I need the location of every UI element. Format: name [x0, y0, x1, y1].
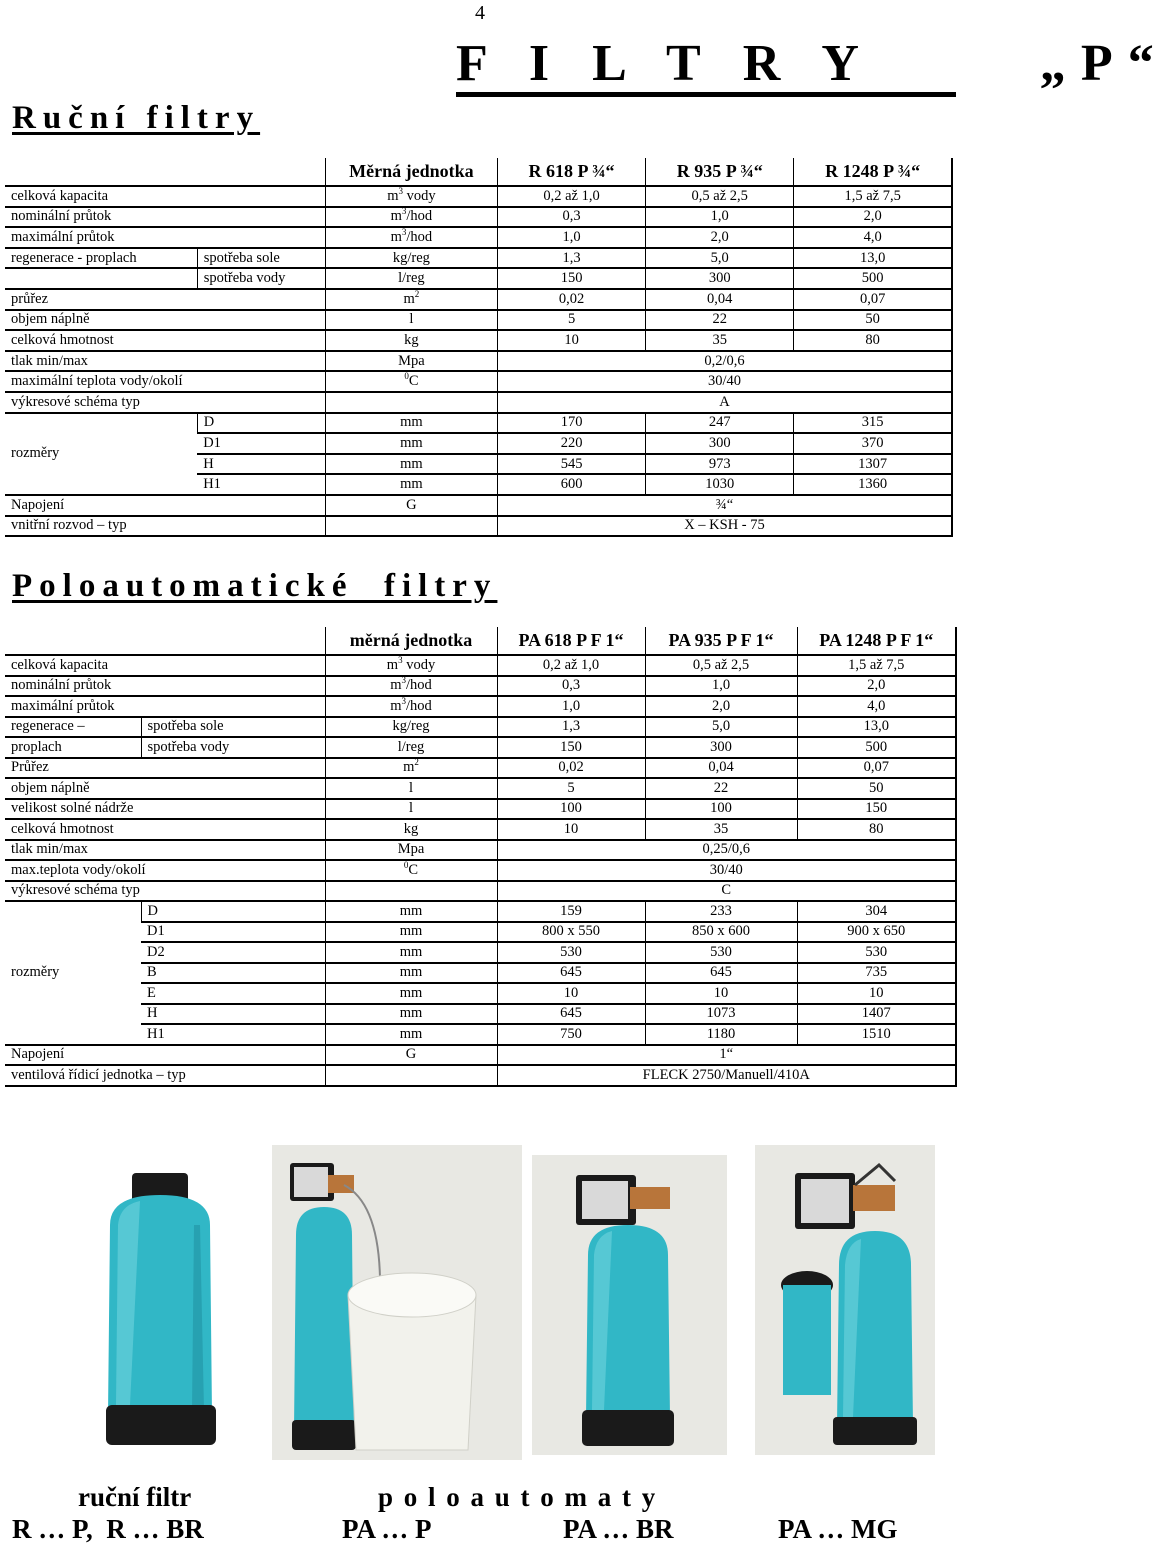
parameter-label: proplach — [5, 737, 141, 758]
unit-text: l — [408, 779, 414, 796]
unit-suffix: vody — [402, 656, 436, 673]
dimension-symbol: D — [141, 901, 325, 922]
value-cell: 22 — [645, 778, 797, 799]
table-row — [5, 676, 956, 697]
parameter-label: objem náplně — [5, 310, 325, 331]
unit-cell — [325, 289, 497, 310]
dimension-symbol: B — [141, 963, 325, 984]
unit-text: C — [408, 861, 419, 878]
table-row — [5, 330, 952, 351]
unit-cell — [325, 1065, 497, 1086]
section-title-manual-filters: Ruční filtry — [12, 100, 261, 136]
unit-superscript: 0 — [404, 371, 409, 382]
table-row — [5, 758, 956, 779]
parameter-label: celková hmotnost — [5, 819, 325, 840]
value-cell-shared: FLECK 2750/Manuell/410A — [497, 1065, 956, 1086]
value-cell: 900 x 650 — [797, 922, 956, 943]
table-row — [5, 983, 956, 1004]
table-row — [5, 248, 952, 269]
value-cell: 10 — [797, 983, 956, 1004]
unit-cell: mm — [325, 413, 497, 434]
value-cell: 1,0 — [497, 227, 645, 248]
value-cell: 1073 — [645, 1004, 797, 1025]
value-cell: 530 — [645, 942, 797, 963]
unit-superscript: 3 — [401, 695, 406, 706]
value-cell: 0,5 až 2,5 — [645, 655, 797, 676]
value-cell: 1,5 až 7,5 — [794, 186, 952, 207]
parameter-label: maximální teplota vody/okolí — [5, 371, 325, 392]
header-blank-cell — [5, 627, 325, 655]
value-cell: 220 — [497, 433, 645, 454]
unit-cell — [325, 330, 497, 351]
unit-text: kg — [404, 331, 419, 348]
unit-text: C — [408, 373, 419, 390]
value-cell: 10 — [497, 819, 645, 840]
value-cell-shared: 30/40 — [497, 371, 952, 392]
unit-text: m — [390, 208, 402, 225]
table-row — [5, 371, 952, 392]
unit-cell: mm — [325, 474, 497, 495]
value-cell: 1180 — [645, 1024, 797, 1045]
value-cell: 545 — [497, 454, 645, 475]
unit-cell — [325, 268, 497, 289]
unit-cell — [325, 840, 497, 861]
unit-cell: G — [325, 1045, 497, 1066]
unit-text: kg — [403, 820, 419, 837]
value-cell: 5 — [497, 310, 645, 331]
value-cell: 170 — [497, 413, 645, 434]
unit-superscript: 2 — [414, 757, 419, 768]
value-cell: 1407 — [797, 1004, 956, 1025]
table-row — [5, 392, 952, 413]
value-cell: 735 — [797, 963, 956, 984]
value-cell: 2,0 — [797, 676, 956, 697]
value-cell-shared: X – KSH - 75 — [497, 516, 952, 537]
table-row — [5, 186, 952, 207]
value-cell: 1,0 — [645, 676, 797, 697]
table-row — [5, 696, 956, 717]
table-row — [5, 310, 952, 331]
caption-row-2 — [0, 1514, 960, 1546]
unit-cell — [325, 248, 497, 269]
table-row — [5, 227, 952, 248]
unit-cell: mm — [325, 1004, 497, 1025]
value-cell: 159 — [497, 901, 645, 922]
unit-cell: mm — [325, 983, 497, 1004]
value-cell: 35 — [645, 819, 797, 840]
table-row — [5, 819, 956, 840]
value-cell: 0,07 — [797, 758, 956, 779]
value-cell: 10 — [497, 330, 645, 351]
unit-cell — [325, 227, 497, 248]
unit-cell — [325, 655, 497, 676]
value-cell: 150 — [497, 268, 645, 289]
value-cell-shared: ¾“ — [497, 495, 952, 516]
dimension-symbol: D1 — [197, 433, 325, 454]
value-cell: 300 — [645, 737, 797, 758]
value-cell: 50 — [794, 310, 952, 331]
photo-semiauto-filter-with-brine-tank — [755, 1145, 935, 1455]
value-cell: 100 — [497, 799, 645, 820]
unit-superscript: 3 — [398, 654, 403, 665]
parameter-label-empty — [5, 268, 197, 289]
unit-cell — [325, 860, 497, 881]
value-cell: 1,3 — [497, 248, 645, 269]
unit-suffix: /hod — [406, 677, 432, 694]
unit-superscript: 3 — [398, 185, 403, 196]
value-cell: 10 — [497, 983, 645, 1004]
parameter-label: nominální průtok — [5, 207, 325, 228]
value-cell: 150 — [497, 737, 645, 758]
dimension-symbol: H1 — [141, 1024, 325, 1045]
unit-cell — [325, 207, 497, 228]
value-cell: 800 x 550 — [497, 922, 645, 943]
parameter-sublabel: spotřeba sole — [197, 248, 325, 269]
value-cell-shared: 30/40 — [497, 860, 956, 881]
table-row — [5, 627, 956, 655]
value-cell: 0,5 až 2,5 — [646, 186, 794, 207]
table-row — [5, 1004, 956, 1025]
model-column-header: PA 1248 P F 1“ — [797, 627, 956, 655]
value-cell: 35 — [646, 330, 794, 351]
dimension-symbol: D — [197, 413, 325, 434]
unit-suffix: /hod — [406, 697, 432, 714]
value-cell: 645 — [497, 1004, 645, 1025]
manual-filters-table — [5, 158, 953, 537]
table-row — [5, 516, 952, 537]
unit-text: m — [390, 228, 402, 245]
value-cell: 1030 — [646, 474, 794, 495]
table-row — [5, 1065, 956, 1086]
parameter-label: Napojení — [5, 495, 325, 516]
dimensions-label: rozměry — [5, 901, 141, 1045]
unit-text: l — [409, 311, 414, 328]
table-row — [5, 942, 956, 963]
dimension-symbol: D1 — [141, 922, 325, 943]
unit-cell: mm — [325, 454, 497, 475]
value-cell: 5 — [497, 778, 645, 799]
dimension-symbol: H — [141, 1004, 325, 1025]
value-cell: 645 — [497, 963, 645, 984]
value-cell: 0,04 — [646, 289, 794, 310]
value-cell: 13,0 — [794, 248, 952, 269]
value-cell: 645 — [645, 963, 797, 984]
value-cell: 0,2 až 1,0 — [497, 655, 645, 676]
value-cell: 80 — [794, 330, 952, 351]
table-row — [5, 737, 956, 758]
value-cell: 1510 — [797, 1024, 956, 1045]
value-cell: 1,5 až 7,5 — [797, 655, 956, 676]
unit-cell — [325, 778, 497, 799]
unit-column-header: měrná jednotka — [325, 627, 497, 655]
value-cell-shared: 0,2/0,6 — [497, 351, 952, 372]
unit-cell — [325, 186, 497, 207]
table-row — [5, 495, 952, 516]
value-cell: 5,0 — [646, 248, 794, 269]
dimensions-label: rozměry — [5, 413, 197, 495]
value-cell: 2,0 — [646, 227, 794, 248]
dimension-symbol: H — [197, 454, 325, 475]
unit-cell: mm — [325, 942, 497, 963]
unit-cell — [325, 676, 497, 697]
table-row — [5, 860, 956, 881]
table-row — [5, 413, 952, 434]
caption-model-pa-p: PA … P — [342, 1514, 432, 1544]
parameter-label: tlak min/max — [5, 351, 325, 372]
unit-cell — [325, 758, 497, 779]
table-row — [5, 963, 956, 984]
value-cell: 500 — [797, 737, 956, 758]
header-blank-cell — [5, 158, 325, 186]
value-cell: 530 — [797, 942, 956, 963]
model-column-header: PA 935 P F 1“ — [645, 627, 797, 655]
value-cell: 22 — [646, 310, 794, 331]
value-cell: 1,0 — [646, 207, 794, 228]
parameter-label: velikost solné nádrže — [5, 799, 325, 820]
value-cell: 1,0 — [497, 696, 645, 717]
value-cell: 304 — [797, 901, 956, 922]
value-cell: 2,0 — [645, 696, 797, 717]
value-cell: 0,02 — [497, 289, 645, 310]
table-row — [5, 840, 956, 861]
unit-cell: G — [325, 495, 497, 516]
parameter-label: regenerace – — [5, 717, 141, 738]
value-cell: 247 — [646, 413, 794, 434]
parameter-label: celková hmotnost — [5, 330, 325, 351]
parameter-label: průřez — [5, 289, 325, 310]
unit-cell: mm — [325, 433, 497, 454]
value-cell: 0,3 — [497, 676, 645, 697]
unit-text: kg/reg — [392, 249, 430, 266]
unit-cell: mm — [325, 901, 497, 922]
unit-text: l — [408, 800, 414, 817]
value-cell-shared: 0,25/0,6 — [497, 840, 956, 861]
value-cell-shared: C — [497, 881, 956, 902]
table-row — [5, 717, 956, 738]
parameter-label: objem náplně — [5, 778, 325, 799]
unit-superscript: 3 — [401, 675, 406, 686]
caption-model-r: R … P, R … BR — [12, 1514, 204, 1544]
parameter-label: celková kapacita — [5, 655, 325, 676]
unit-cell: mm — [325, 1024, 497, 1045]
table-row — [5, 1045, 956, 1066]
value-cell: 10 — [645, 983, 797, 1004]
unit-text: m — [390, 677, 402, 694]
caption-model-pa-br: PA … BR — [563, 1514, 674, 1544]
value-cell: 1307 — [794, 454, 952, 475]
model-column-header: R 935 P ¾“ — [646, 158, 794, 186]
parameter-label: ventilová řídicí jednotka – typ — [5, 1065, 325, 1086]
main-title: F I L T R Y „P“ — [456, 36, 956, 97]
value-cell: 300 — [646, 268, 794, 289]
value-cell: 850 x 600 — [645, 922, 797, 943]
unit-text: m — [403, 290, 415, 307]
section-title-semiautomatic-filters: Poloautomatické filtry — [12, 568, 498, 604]
parameter-label: vnitřní rozvod – typ — [5, 516, 325, 537]
parameter-label: Napojení — [5, 1045, 325, 1066]
photo-semiauto-filter — [532, 1155, 727, 1455]
model-column-header: R 1248 P ¾“ — [794, 158, 952, 186]
value-cell: 100 — [645, 799, 797, 820]
value-cell: 233 — [645, 901, 797, 922]
table-row — [5, 1024, 956, 1045]
model-column-header: PA 618 P F 1“ — [497, 627, 645, 655]
value-cell: 50 — [797, 778, 956, 799]
unit-cell — [325, 819, 497, 840]
parameter-label: maximální průtok — [5, 227, 325, 248]
parameter-label: max.teplota vody/okolí — [5, 860, 325, 881]
value-cell: 530 — [497, 942, 645, 963]
value-cell-shared: 1“ — [497, 1045, 956, 1066]
value-cell: 4,0 — [794, 227, 952, 248]
value-cell: 0,04 — [645, 758, 797, 779]
unit-column-header: Měrná jednotka — [325, 158, 497, 186]
table-row — [5, 778, 956, 799]
value-cell: 1360 — [794, 474, 952, 495]
unit-suffix: /hod — [406, 228, 433, 245]
value-cell: 600 — [497, 474, 645, 495]
value-cell: 1,3 — [497, 717, 645, 738]
dimension-symbol: D2 — [141, 942, 325, 963]
value-cell: 750 — [497, 1024, 645, 1045]
unit-cell — [325, 371, 497, 392]
value-cell: 973 — [646, 454, 794, 475]
parameter-sublabel: spotřeba vody — [141, 737, 325, 758]
dimension-symbol: E — [141, 983, 325, 1004]
value-cell: 0,3 — [497, 207, 645, 228]
unit-superscript: 0 — [403, 859, 409, 870]
table-row — [5, 881, 956, 902]
unit-cell: kg/reg — [325, 717, 497, 738]
parameter-sublabel: spotřeba sole — [141, 717, 325, 738]
unit-text: m — [386, 656, 399, 673]
semiautomatic-filters-table — [5, 627, 957, 1087]
value-cell: 4,0 — [797, 696, 956, 717]
value-cell: 5,0 — [645, 717, 797, 738]
parameter-label: maximální průtok — [5, 696, 325, 717]
unit-suffix: /hod — [406, 208, 433, 225]
parameter-label: celková kapacita — [5, 186, 325, 207]
unit-cell: l/reg — [325, 737, 497, 758]
value-cell: 0,07 — [794, 289, 952, 310]
parameter-label: nominální průtok — [5, 676, 325, 697]
table-row — [5, 158, 952, 186]
table-row — [5, 922, 956, 943]
table-row — [5, 207, 952, 228]
unit-text: l/reg — [398, 270, 425, 287]
unit-superscript: 2 — [414, 288, 420, 299]
value-cell: 80 — [797, 819, 956, 840]
table-row — [5, 901, 956, 922]
table-row — [5, 655, 956, 676]
value-cell: 2,0 — [794, 207, 952, 228]
unit-text: Mpa — [398, 352, 425, 369]
table-row — [5, 289, 952, 310]
unit-text: m — [403, 759, 415, 776]
page-number: 4 — [475, 2, 485, 24]
caption-manual-filter: ruční filtr — [78, 1482, 192, 1512]
table-row — [5, 799, 956, 820]
unit-cell — [325, 881, 497, 902]
value-cell: 315 — [794, 413, 952, 434]
unit-cell: mm — [325, 922, 497, 943]
unit-cell: mm — [325, 963, 497, 984]
parameter-label: regenerace - proplach — [5, 248, 197, 269]
value-cell: 500 — [794, 268, 952, 289]
unit-cell — [325, 799, 497, 820]
value-cell-shared: A — [497, 392, 952, 413]
unit-text: m — [387, 187, 399, 204]
table-row — [5, 268, 952, 289]
unit-suffix: vody — [402, 187, 436, 204]
value-cell: 13,0 — [797, 717, 956, 738]
caption-model-pa-mg: PA … MG — [778, 1514, 898, 1544]
unit-cell — [325, 392, 497, 413]
parameter-label: Průřez — [5, 758, 325, 779]
value-cell: 0,2 až 1,0 — [497, 186, 645, 207]
dimension-symbol: H1 — [197, 474, 325, 495]
unit-text: Mpa — [397, 841, 425, 858]
unit-cell — [325, 516, 497, 537]
photo-manual-filter — [80, 1155, 242, 1455]
caption-semiautomats: p o l o a u t o m a t y — [378, 1482, 658, 1512]
value-cell: 0,02 — [497, 758, 645, 779]
parameter-label: výkresové schéma typ — [5, 881, 325, 902]
unit-cell — [325, 696, 497, 717]
caption-row-1 — [0, 1482, 960, 1514]
value-cell: 300 — [646, 433, 794, 454]
unit-text: m — [390, 697, 402, 714]
photo-semiauto-filter-with-bucket — [272, 1145, 522, 1460]
unit-superscript: 3 — [401, 206, 407, 217]
value-cell: 370 — [794, 433, 952, 454]
unit-cell — [325, 351, 497, 372]
parameter-label: výkresové schéma typ — [5, 392, 325, 413]
unit-superscript: 3 — [401, 226, 407, 237]
table-row — [5, 351, 952, 372]
parameter-sublabel: spotřeba vody — [197, 268, 325, 289]
value-cell: 150 — [797, 799, 956, 820]
unit-cell — [325, 310, 497, 331]
parameter-label: tlak min/max — [5, 840, 325, 861]
model-column-header: R 618 P ¾“ — [497, 158, 645, 186]
